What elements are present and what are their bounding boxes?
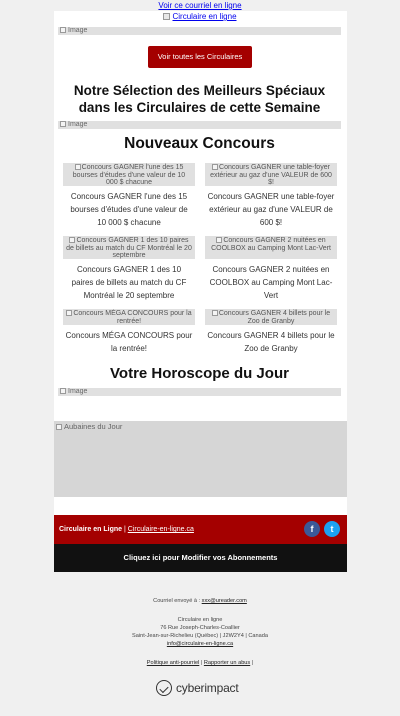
- banner-image-alt: Image: [68, 27, 88, 34]
- contest-item[interactable]: [63, 309, 195, 355]
- contest-thumb-alt: Concours GAGNER une table-foyer extérieur au gaz d'une VALEUR de 600 $!: [210, 164, 332, 186]
- contest-thumbnail[interactable]: [63, 236, 195, 259]
- contest-item[interactable]: [205, 163, 337, 229]
- daily-deals-alt: Aubaines du Jour: [64, 422, 123, 431]
- broken-image-icon: [212, 164, 218, 170]
- contest-thumbnail[interactable]: [63, 309, 195, 325]
- contest-thumbnail[interactable]: [205, 236, 337, 259]
- contest-thumbnail[interactable]: [205, 309, 337, 325]
- legal-email[interactable]: info@circulaire-en-ligne.ca: [166, 641, 234, 647]
- cyberimpact-wordmark: cyberimpact: [176, 681, 239, 695]
- anti-spam-policy-link[interactable]: Politique anti-pourriel: [146, 660, 200, 666]
- sent-to-email[interactable]: xxx@ureader.com: [201, 598, 247, 604]
- broken-image-icon: [69, 237, 75, 243]
- broken-image-icon: [75, 164, 81, 170]
- legal-company: Circulaire en ligne: [177, 617, 223, 623]
- view-online-link[interactable]: Voir ce courriel en ligne: [158, 1, 242, 10]
- contest-description[interactable]: Concours GAGNER une table-foyer extérieur au gaz d'une VALEUR de 600 $!: [207, 192, 335, 227]
- contest-description[interactable]: Concours GAGNER 4 billets pour le Zoo de Granby: [207, 331, 335, 353]
- contest-item[interactable]: [63, 236, 195, 302]
- contest-item[interactable]: [205, 236, 337, 302]
- legal-links: Politique anti-pourriel | Rapporter un abus |: [146, 660, 254, 666]
- spacer: [54, 497, 347, 515]
- legal-email-line: [0, 641, 400, 648]
- broken-image-icon: [60, 388, 66, 394]
- banner-image: [58, 27, 341, 35]
- contest-thumb-alt: Concours MÉGA CONCOURS pour la rentrée!: [73, 310, 192, 325]
- contest-thumb-alt: Concours GAGNER l'une des 15 bourses d'études d'une valeur de 10 000 $ chacune: [72, 164, 186, 186]
- view-all-circulars-button[interactable]: Voir toutes les Circulaires: [148, 46, 252, 68]
- broken-image-icon: [163, 13, 170, 20]
- contest-thumbnail[interactable]: [205, 163, 337, 186]
- broken-image-icon: [56, 424, 62, 430]
- sent-to-line: [0, 598, 400, 605]
- contest-item[interactable]: [63, 163, 195, 229]
- selection-image-alt: Image: [68, 121, 88, 128]
- legal-street: 76 Rue Joseph-Charles-Coallier: [160, 625, 240, 631]
- footer-site-link[interactable]: Circulaire-en-ligne.ca: [127, 526, 194, 533]
- contest-thumb-alt: Concours GAGNER 2 nuitées en COOLBOX au Camping Mont Lac-Vert: [211, 237, 331, 252]
- broken-image-icon: [66, 310, 72, 316]
- contest-description[interactable]: Concours GAGNER 2 nuitées en COOLBOX au Camping Mont Lac-Vert: [209, 265, 333, 300]
- contest-thumb-alt: Concours GAGNER 4 billets pour le Zoo de Granby: [218, 310, 331, 325]
- broken-image-icon: [60, 27, 66, 33]
- selection-image[interactable]: [58, 121, 341, 129]
- broken-image-icon: [60, 121, 66, 127]
- cyberimpact-mark-icon: [156, 680, 172, 696]
- contest-thumbnail[interactable]: [63, 163, 195, 186]
- legal-city: Saint-Jean-sur-Richelieu (Québec) | J2W2Y4 | Canada: [132, 633, 268, 639]
- horoscope-image-alt: Image: [68, 388, 88, 395]
- daily-deals-image[interactable]: [54, 421, 347, 497]
- report-abuse-link[interactable]: Rapporter un abus: [203, 660, 251, 666]
- contest-thumb-alt: Concours GAGNER 1 des 10 paires de billets au match du CF Montréal le 20 septembre: [66, 237, 192, 259]
- contest-description[interactable]: Concours MÉGA CONCOURS pour la rentrée!: [65, 331, 193, 353]
- contest-item[interactable]: [205, 309, 337, 355]
- twitter-icon[interactable]: t: [324, 521, 340, 537]
- contest-description[interactable]: Concours GAGNER l'une des 15 bourses d'études d'une valeur de 10 000 $ chacune: [70, 192, 188, 227]
- sent-to-label: Courriel envoyé à :: [153, 598, 201, 604]
- footer-brand: Circulaire en Ligne: [59, 526, 123, 533]
- manage-subscriptions-button[interactable]: Cliquez ici pour Modifier vos Abonnements: [54, 544, 347, 572]
- facebook-icon[interactable]: f: [304, 521, 320, 537]
- cyberimpact-logo[interactable]: [156, 680, 246, 698]
- horoscope-image[interactable]: [58, 388, 341, 396]
- logo[interactable]: [0, 12, 400, 22]
- broken-image-icon: [216, 237, 222, 243]
- footer-separator: |: [123, 526, 126, 533]
- broken-image-icon: [212, 310, 218, 316]
- view-online-bar: [0, 0, 400, 11]
- selection-title: Notre Sélection des Meilleurs Spéciaux dans les Circulaires de cette Semaine: [73, 83, 326, 115]
- contests-title: Nouveaux Concours: [124, 135, 275, 152]
- contest-description[interactable]: Concours GAGNER 1 des 10 paires de billets au match du CF Montréal le 20 septembre: [71, 265, 187, 300]
- horoscope-title: Votre Horoscope du Jour: [110, 365, 289, 382]
- logo-link[interactable]: Circulaire en ligne: [172, 12, 237, 21]
